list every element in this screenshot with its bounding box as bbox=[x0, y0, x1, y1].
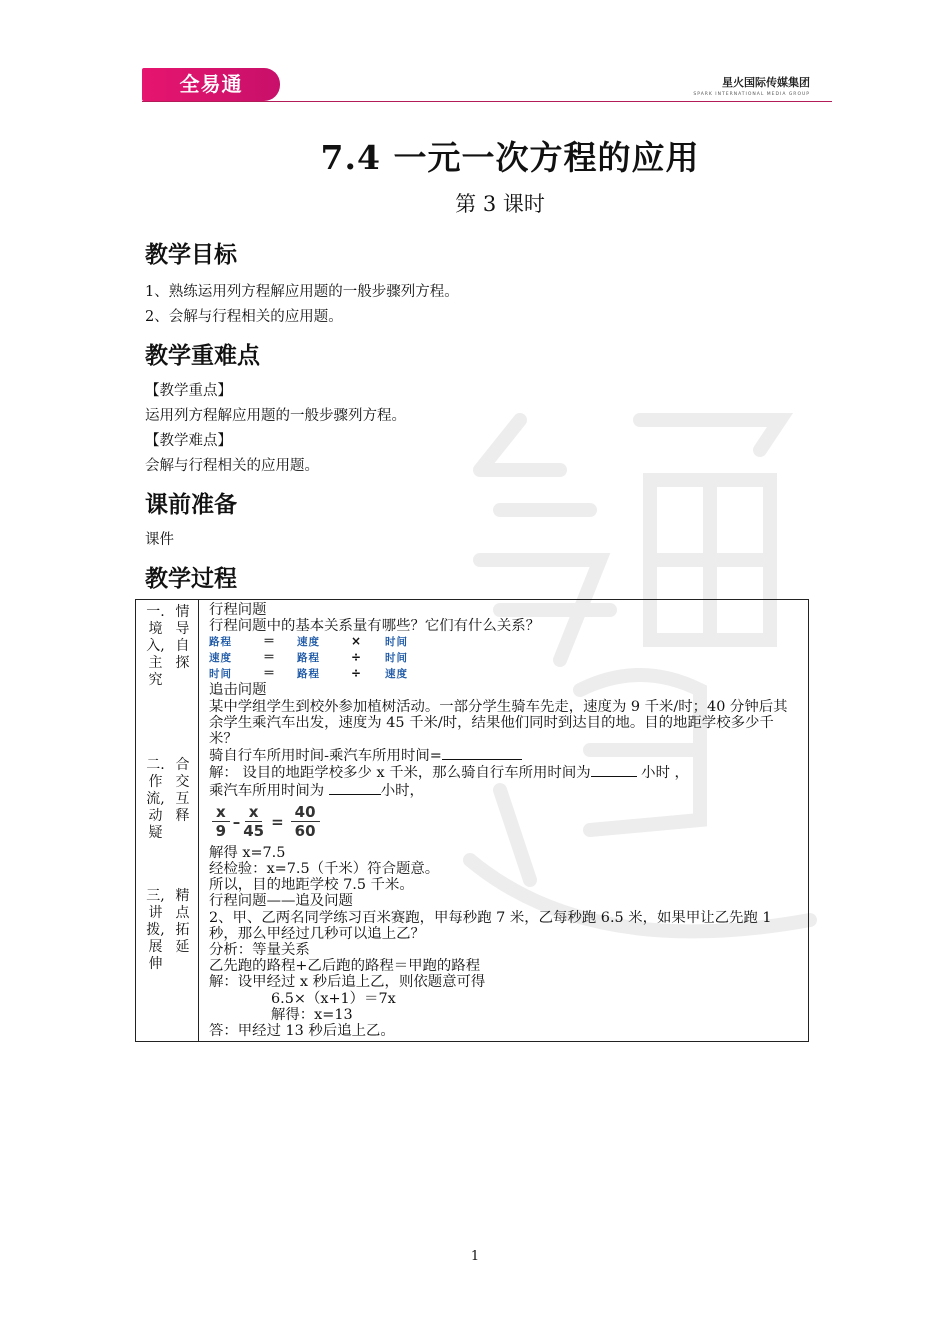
phase-2-label: 二. 合 作 交 流, 互 动 释 疑 bbox=[146, 757, 190, 841]
content-line: 行程问题——追及问题 bbox=[209, 893, 353, 910]
content-line: 乙先跑的路程+乙后跑的路程＝甲跑的路程 bbox=[209, 958, 481, 975]
focus-text: 运用列方程解应用题的一般步骤列方程。 bbox=[145, 408, 406, 424]
section-heading-goals: 教学目标 bbox=[145, 242, 237, 268]
section-heading-key: 教学重难点 bbox=[145, 343, 260, 369]
difficulty-text: 会解与行程相关的应用题。 bbox=[145, 458, 319, 474]
fraction: $\frac{x}{45}$ bbox=[243, 803, 265, 841]
section-heading-prep: 课前准备 bbox=[145, 492, 237, 518]
phase-column bbox=[136, 600, 199, 1042]
page-title: 7.4 一元一次方程的应用 bbox=[320, 138, 700, 177]
content-line: 行程问题 bbox=[209, 602, 267, 618]
phase-1-label: 一. 情 境 导 入, 自 主 探 究 bbox=[146, 604, 190, 688]
publisher-brand bbox=[693, 74, 810, 97]
page-number: 1 bbox=[470, 1249, 480, 1264]
content-line: 追击问题 bbox=[209, 682, 267, 699]
content-line: 解：设甲经过 x 秒后追上乙，则依题意可得 bbox=[209, 974, 486, 991]
goal-item: 2、会解与行程相关的应用题。 bbox=[145, 309, 343, 325]
content-line: 行程问题中的基本关系量有哪些？它们有什么关系？ bbox=[209, 618, 540, 635]
equation: $\frac{x}{9}$ – $\frac{x}{45}$ = $\frac{40}{60}$ bbox=[209, 799, 800, 845]
content-line: 某中学组学生到校外参加植树活动。一部分学生骑车先走，速度为 9 千米/时；40 分钟后其余学生乘汽车出发，速度为 45 千米/时，结果他们同时到达目的地。目的地距学校多少千米？ bbox=[209, 698, 788, 748]
content-line: 乘汽车所用时间为 小时， bbox=[209, 782, 424, 799]
prep-text: 课件 bbox=[145, 532, 174, 548]
brand-logo: 全易通 bbox=[142, 68, 280, 101]
publisher-name-en: SPARK INTERNATIONAL MEDIA GROUP bbox=[693, 92, 810, 97]
phase-3-label: 三, 精 讲 点 拨, 拓 展 延 伸 bbox=[146, 888, 190, 972]
relation-row: 速度 ＝ 路程 ÷ 时间 bbox=[209, 650, 408, 665]
content-line: 分析：等量关系 bbox=[209, 942, 310, 959]
relation-row: 时间 ＝ 路程 ÷ 速度 bbox=[209, 666, 408, 681]
teaching-process-table bbox=[135, 599, 809, 1042]
focus-label: 【教学重点】 bbox=[145, 383, 232, 399]
content-line: 2、甲、乙两名同学练习百米赛跑，甲每秒跑 7 米，乙每秒跑 6.5 米，如果甲让乙先跑 1 秒，那么甲经过几秒可以追上乙？ bbox=[209, 909, 772, 942]
content-line: 所以，目的地距学校 7.5 千米。 bbox=[209, 877, 414, 894]
content-column bbox=[199, 600, 809, 1042]
difficulty-label: 【教学难点】 bbox=[145, 433, 232, 449]
fraction: $\frac{40}{60}$ bbox=[291, 803, 320, 840]
content-line: 经检验：x=7.5（千米）符合题意。 bbox=[209, 861, 440, 878]
page-subtitle: 第 3 课时 bbox=[455, 192, 545, 216]
section-heading-process: 教学过程 bbox=[145, 566, 237, 592]
content-line: 骑自行车所用时间-乘汽车所用时间= bbox=[209, 747, 800, 764]
header-divider bbox=[142, 101, 832, 102]
answer-blank bbox=[329, 782, 381, 795]
fraction: $\frac{x}{9}$ bbox=[212, 803, 230, 840]
content-line: 答：甲经过 13 秒后追上乙。 bbox=[209, 1023, 395, 1040]
publisher-name: 星火国际传媒集团 bbox=[722, 76, 810, 89]
goal-item: 1、熟练运用列方程解应用题的一般步骤列方程。 bbox=[145, 284, 459, 300]
answer-blank bbox=[442, 747, 522, 760]
content-line: 6.5×（x+1）＝7x bbox=[271, 990, 396, 1007]
answer-blank bbox=[591, 764, 637, 777]
relation-row: 路程 ＝ 速度 × 时间 bbox=[209, 634, 408, 649]
content-line: 解得：x=13 bbox=[271, 1006, 353, 1023]
content-line: 解： 设目的地距学校多少 x 千米，那么骑自行车所用时间为 小时 ， bbox=[209, 765, 689, 782]
content-line: 解得 x=7.5 bbox=[209, 844, 286, 861]
